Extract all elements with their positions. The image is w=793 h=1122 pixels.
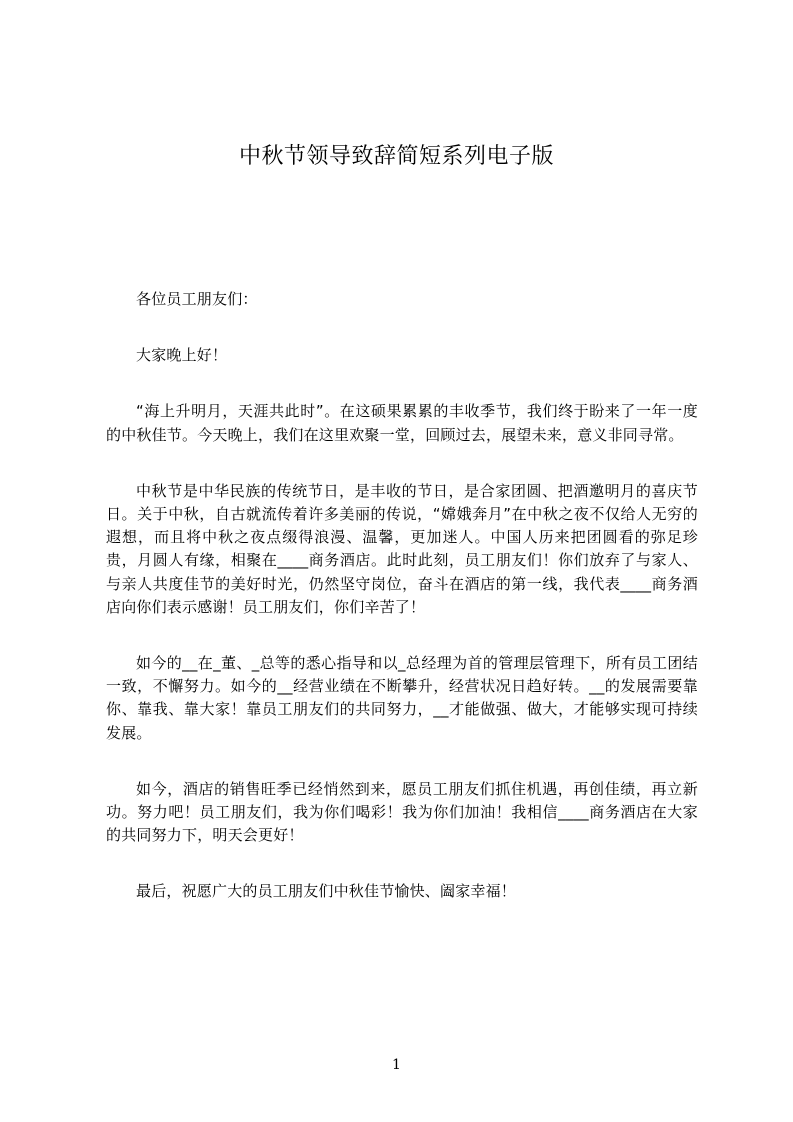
document-body xyxy=(106,288,698,937)
paragraph-achievements: 如今的__在_董、_总等的悉心指导和以_总经理为首的管理层管理下，所有员工团结一致，不懈努力。如今的__经营业绩在不断攀升，经营状况日趋好转。__的发展需要靠你、靠我、靠大家！靠员工朋友们的共同努力，__才能做强、做大，才能够实现可持续发展。 xyxy=(106,654,698,742)
document-title: 中秋节领导致辞简短系列电子版 xyxy=(238,144,554,169)
paragraph-greeting: 大家晚上好！ xyxy=(136,346,228,365)
paragraph-salutation: 各位员工朋友们： xyxy=(136,290,258,308)
paragraph-opening: “海上升明月，天涯共此时”。在这硕果累累的丰收季节，我们终于盼来了一年一度的中秋佳节。今天晚上，我们在这里欢聚一堂，回顾过去，展望未来，意义非同寻常。 xyxy=(106,402,698,444)
paragraph-festival: 中秋节是中华民族的传统节日，是丰收的节日，是合家团圆、把酒邀明月的喜庆节日。关于中秋，自古就流传着许多美丽的传说，“嫦娥奔月”在中秋之夜不仅给人无穷的遐想，而且将中秋之夜点缀得浪漫、温馨，更加迷人。中国人历来把团圆看的弥足珍贵，月圆人有缘，相聚在____商务酒店。此时此刻，员工朋友们！你们放弃了与家人、与亲人共度佳节的美好时光，仍然坚守岗位，奋斗在酒店的第一线，我代表____商务酒店向你们表示感谢！员工朋友们，你们辛苦了！ xyxy=(106,481,698,616)
paragraph-closing: 最后，祝愿广大的员工朋友们中秋佳节愉快、阖家幸福！ xyxy=(136,882,517,901)
paragraph-encouragement: 如今，酒店的销售旺季已经悄然到来，愿员工朋友们抓住机遇，再创佳绩，再立新功。努力吧！员工朋友们，我为你们喝彩！我为你们加油！我相信____商务酒店在大家的共同努力下，明天会更好！ xyxy=(106,779,698,845)
page-number: 1 xyxy=(392,1057,401,1073)
